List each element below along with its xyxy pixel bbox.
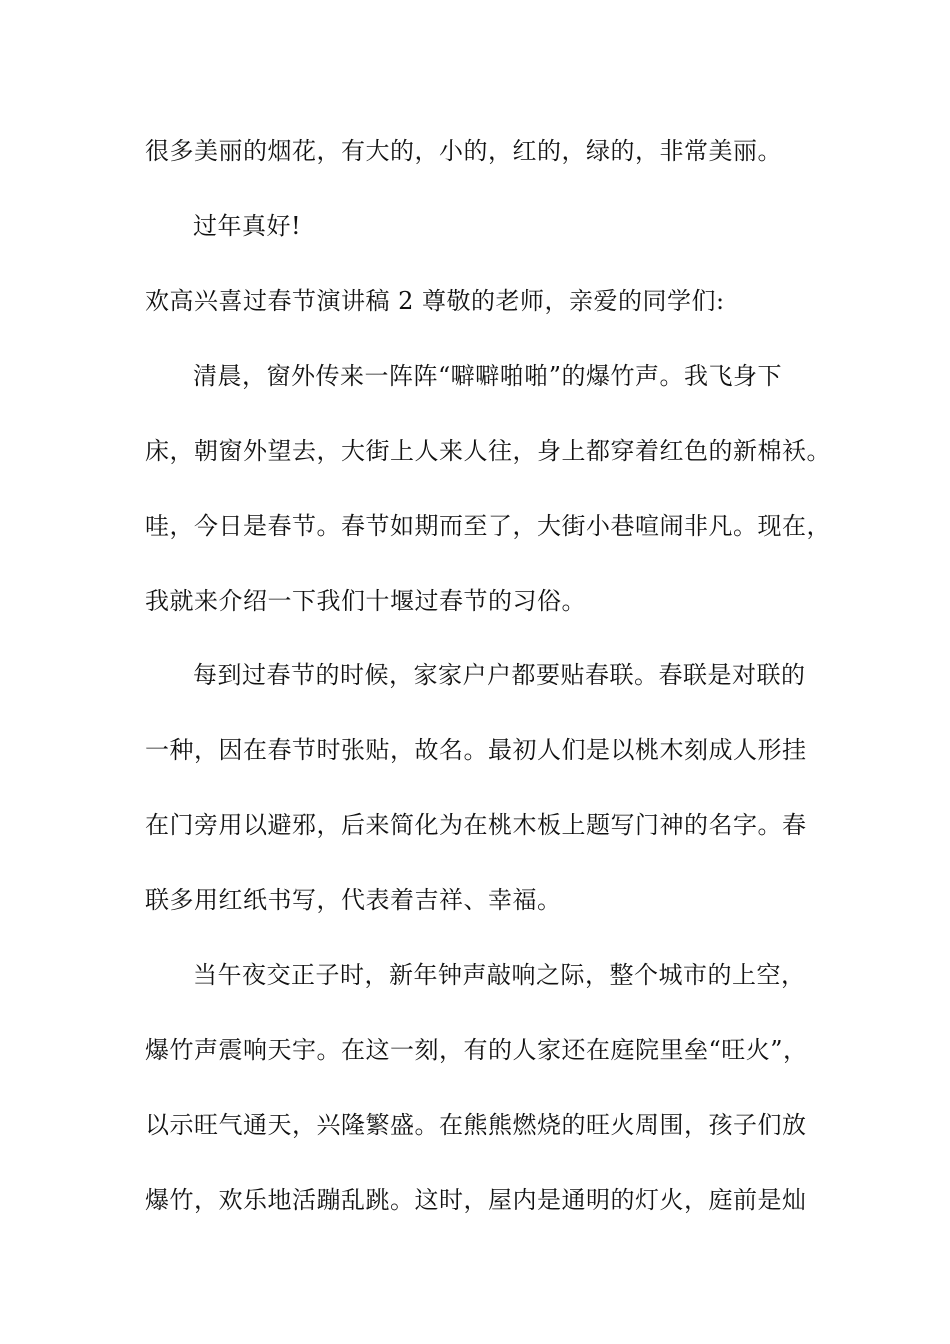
text-line-10: 在门旁用以避邪，后来简化为在桃木板上题写门神的名字。春 <box>145 811 807 839</box>
text-line-4: 清晨，窗外传来一阵阵“噼噼啪啪”的爆竹声。我飞身下 <box>193 362 783 390</box>
text-line-5: 床，朝窗外望去，大街上人来人往，身上都穿着红色的新棉袄。 <box>145 437 831 465</box>
text-line-15: 爆竹，欢乐地活蹦乱跳。这时，屋内是通明的灯火，庭前是灿 <box>145 1186 807 1214</box>
text-line-8: 每到过春节的时候，家家户户都要贴春联。春联是对联的 <box>193 661 806 689</box>
text-line-9: 一种，因在春节时张贴，故名。最初人们是以桃木刻成人形挂 <box>145 736 807 764</box>
text-line-11: 联多用红纸书写，代表着吉祥、幸福。 <box>145 886 562 914</box>
text-line-14: 以示旺气通天，兴隆繁盛。在熊熊燃烧的旺火周围，孩子们放 <box>145 1111 807 1139</box>
text-line-6: 哇，今日是春节。春节如期而至了，大街小巷喧闹非凡。现在， <box>145 512 831 540</box>
text-line-7: 我就来介绍一下我们十堰过春节的习俗。 <box>145 587 586 615</box>
text-line-1: 很多美丽的烟花，有大的，小的，红的，绿的，非常美丽。 <box>145 137 782 165</box>
text-line-12: 当午夜交正子时，新年钟声敲响之际，整个城市的上空， <box>193 961 806 989</box>
text-line-3: 欢高兴喜过春节演讲稿 2 尊敬的老师，亲爱的同学们: <box>145 287 725 315</box>
text-line-2: 过年真好! <box>193 212 302 240</box>
text-line-13: 爆竹声震响天宇。在这一刻，有的人家还在庭院里垒“旺火”， <box>145 1036 808 1064</box>
